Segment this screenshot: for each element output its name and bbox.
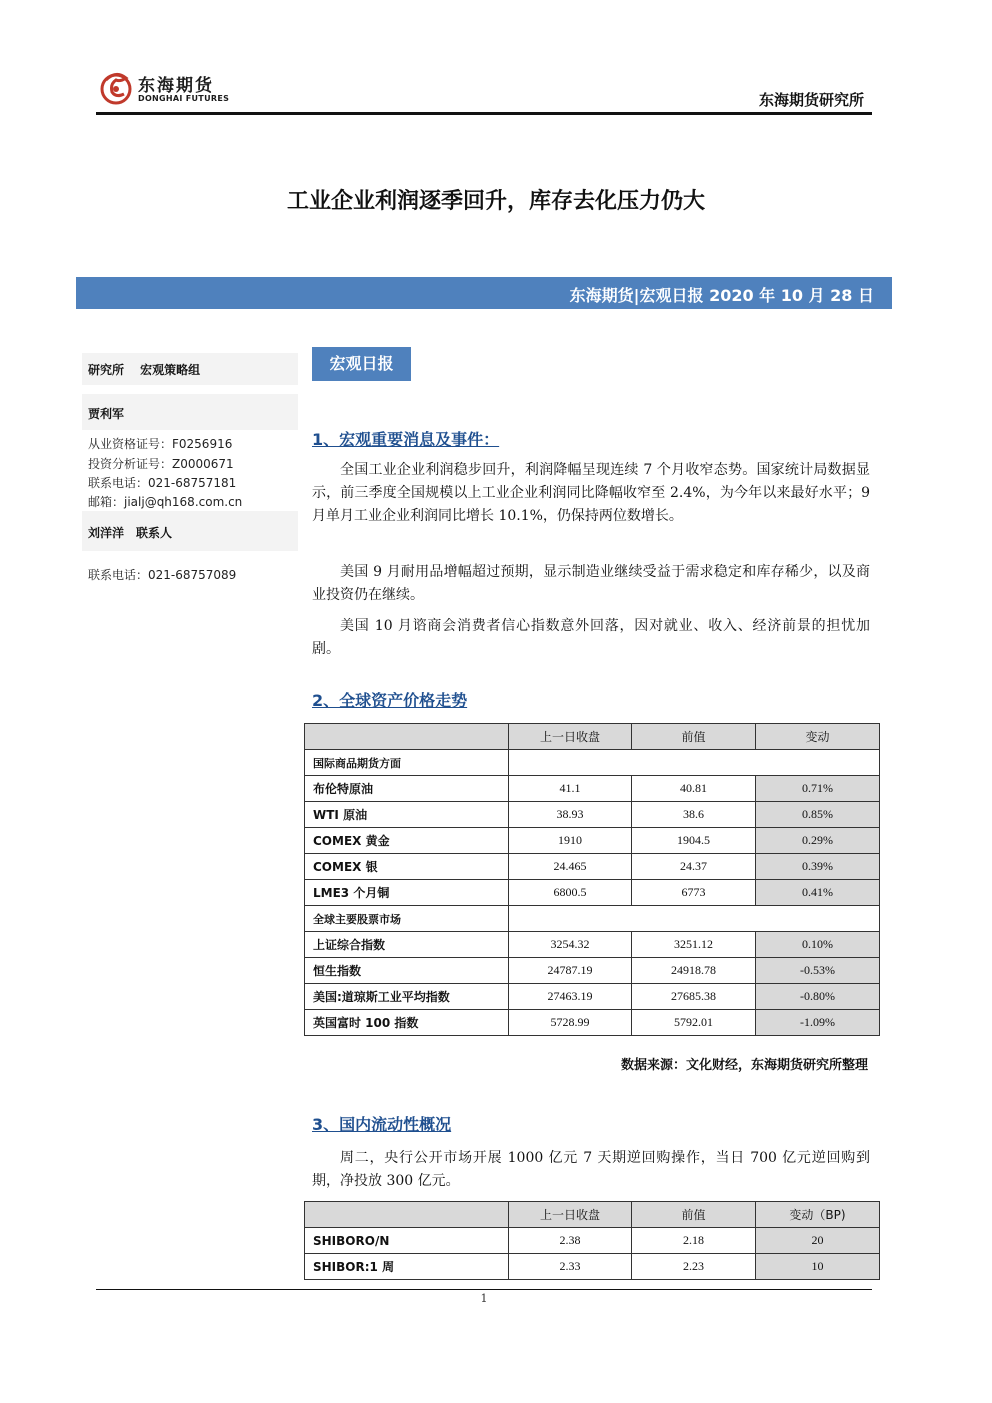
row-name: 上证综合指数	[305, 932, 509, 958]
table-header-row	[305, 1202, 880, 1228]
row-prev: 2.23	[632, 1254, 756, 1280]
col-header-change: 变动	[756, 724, 880, 750]
analyst1-name: 贾利军	[88, 407, 125, 421]
col-header-prev: 前值	[632, 724, 756, 750]
section3-heading: 3、国内流动性概况	[312, 1115, 452, 1134]
liquidity-table	[304, 1201, 880, 1280]
analyst1-phone: 联系电话：021-68757181	[88, 476, 237, 490]
logo-english-text: DONGHAI FUTURES	[138, 94, 230, 103]
row-change: -1.09%	[756, 1010, 880, 1036]
row-name: COMEX 银	[305, 854, 509, 880]
row-prev: 40.81	[632, 776, 756, 802]
row-close: 2.38	[509, 1228, 632, 1254]
row-close: 5728.99	[509, 1010, 632, 1036]
table-row	[305, 1010, 880, 1036]
table-row	[305, 1254, 880, 1280]
row-name: COMEX 黄金	[305, 828, 509, 854]
logo-chinese-text: 东海期货	[138, 76, 214, 96]
asset-price-table	[304, 723, 880, 1036]
section1-heading: 1、宏观重要消息及事件：	[312, 430, 500, 449]
table-row	[305, 958, 880, 984]
group-blank	[509, 750, 880, 776]
row-prev: 2.18	[632, 1228, 756, 1254]
row-close: 24.465	[509, 854, 632, 880]
row-prev: 38.6	[632, 802, 756, 828]
report-type-tag-text: 宏观日报	[329, 354, 394, 373]
row-change: 0.29%	[756, 828, 880, 854]
report-banner	[76, 277, 892, 309]
table-corner-cell	[305, 724, 509, 750]
header-divider	[96, 112, 872, 115]
table-row	[305, 776, 880, 802]
section1-paragraph-2: 美国 9 月耐用品增幅超过预期，显示制造业继续受益于需求稳定和库存稀少，以及商业投资仍在继续。	[312, 564, 870, 603]
table-row	[305, 854, 880, 880]
table-corner-cell	[305, 1202, 509, 1228]
col-header-prev: 前值	[632, 1202, 756, 1228]
col-header-close: 上一日收盘	[509, 1202, 632, 1228]
section3-paragraph: 周二，央行公开市场开展 1000 亿元 7 天期逆回购操作，当日 700 亿元逆回购到期，净投放 300 亿元。	[312, 1150, 870, 1189]
row-name: 恒生指数	[305, 958, 509, 984]
row-close: 41.1	[509, 776, 632, 802]
row-close: 3254.32	[509, 932, 632, 958]
row-close: 38.93	[509, 802, 632, 828]
table-row	[305, 880, 880, 906]
row-change: 0.41%	[756, 880, 880, 906]
row-name: SHIBORO/N	[305, 1228, 509, 1254]
sidebar-dept: 研究所 宏观策略组	[88, 363, 201, 377]
footer-divider	[96, 1289, 872, 1290]
row-close: 2.33	[509, 1254, 632, 1280]
section2-heading: 2、全球资产价格走势	[312, 691, 468, 710]
group-row-stocks	[305, 906, 880, 932]
row-name: SHIBOR:1 周	[305, 1254, 509, 1280]
table-row	[305, 984, 880, 1010]
analyst2-phone: 联系电话：021-68757089	[88, 568, 237, 582]
row-close: 6800.5	[509, 880, 632, 906]
analyst1-email[interactable]: 邮箱：jialj@qh168.com.cn	[88, 495, 243, 509]
table-row	[305, 828, 880, 854]
row-change: -0.80%	[756, 984, 880, 1010]
row-change: -0.53%	[756, 958, 880, 984]
row-change: 0.10%	[756, 932, 880, 958]
analyst1-invest-cert: 投资分析证号：Z0000671	[88, 457, 234, 471]
row-name: 美国:道琼斯工业平均指数	[305, 984, 509, 1010]
col-header-close: 上一日收盘	[509, 724, 632, 750]
row-change: 10	[756, 1254, 880, 1280]
row-name: 布伦特原油	[305, 776, 509, 802]
row-prev: 6773	[632, 880, 756, 906]
table-row	[305, 802, 880, 828]
report-title: 工业企业利润逐季回升，库存去化压力仍大	[286, 189, 705, 214]
table-row	[305, 932, 880, 958]
page-number: 1	[480, 1292, 488, 1305]
group-label: 国际商品期货方面	[305, 750, 509, 776]
banner-text: 东海期货|宏观日报 2020 年 10 月 28 日	[569, 286, 874, 305]
row-change: 0.85%	[756, 802, 880, 828]
data-source-note: 数据来源：文化财经，东海期货研究所整理	[620, 1058, 868, 1073]
row-prev: 3251.12	[632, 932, 756, 958]
col-header-change: 变动（BP)	[756, 1202, 880, 1228]
row-prev: 24918.78	[632, 958, 756, 984]
company-logo	[98, 68, 228, 112]
group-row-commodities	[305, 750, 880, 776]
row-close: 27463.19	[509, 984, 632, 1010]
row-name: LME3 个月铜	[305, 880, 509, 906]
dragon-logo-icon	[98, 68, 134, 108]
table-header-row	[305, 724, 880, 750]
row-prev: 24.37	[632, 854, 756, 880]
section1-paragraph-1: 全国工业企业利润稳步回升，利润降幅呈现连续 7 个月收窄态势。国家统计局数据显示，前三季度全国规模以上工业企业利润同比降幅收窄至 2.4%，为今年以来最好水平；9 月单月工业企业利润同比增长 10.1%，仍保持两位数增长。	[312, 462, 870, 524]
group-blank	[509, 906, 880, 932]
row-change: 0.71%	[756, 776, 880, 802]
analyst2-name: 刘洋洋 联系人	[88, 526, 173, 540]
row-change: 0.39%	[756, 854, 880, 880]
row-prev: 27685.38	[632, 984, 756, 1010]
report-type-tag	[312, 347, 411, 381]
row-prev: 5792.01	[632, 1010, 756, 1036]
row-name: 英国富时 100 指数	[305, 1010, 509, 1036]
row-name: WTI 原油	[305, 802, 509, 828]
section1-paragraph-3: 美国 10 月谘商会消费者信心指数意外回落，因对就业、收入、经济前景的担忧加剧。	[312, 618, 870, 657]
analyst1-qualification: 从业资格证号：F0256916	[88, 437, 233, 451]
row-prev: 1904.5	[632, 828, 756, 854]
row-close: 1910	[509, 828, 632, 854]
row-change: 20	[756, 1228, 880, 1254]
group-label: 全球主要股票市场	[305, 906, 509, 932]
row-close: 24787.19	[509, 958, 632, 984]
table-row	[305, 1228, 880, 1254]
header-institute-name: 东海期货研究所	[758, 91, 864, 109]
